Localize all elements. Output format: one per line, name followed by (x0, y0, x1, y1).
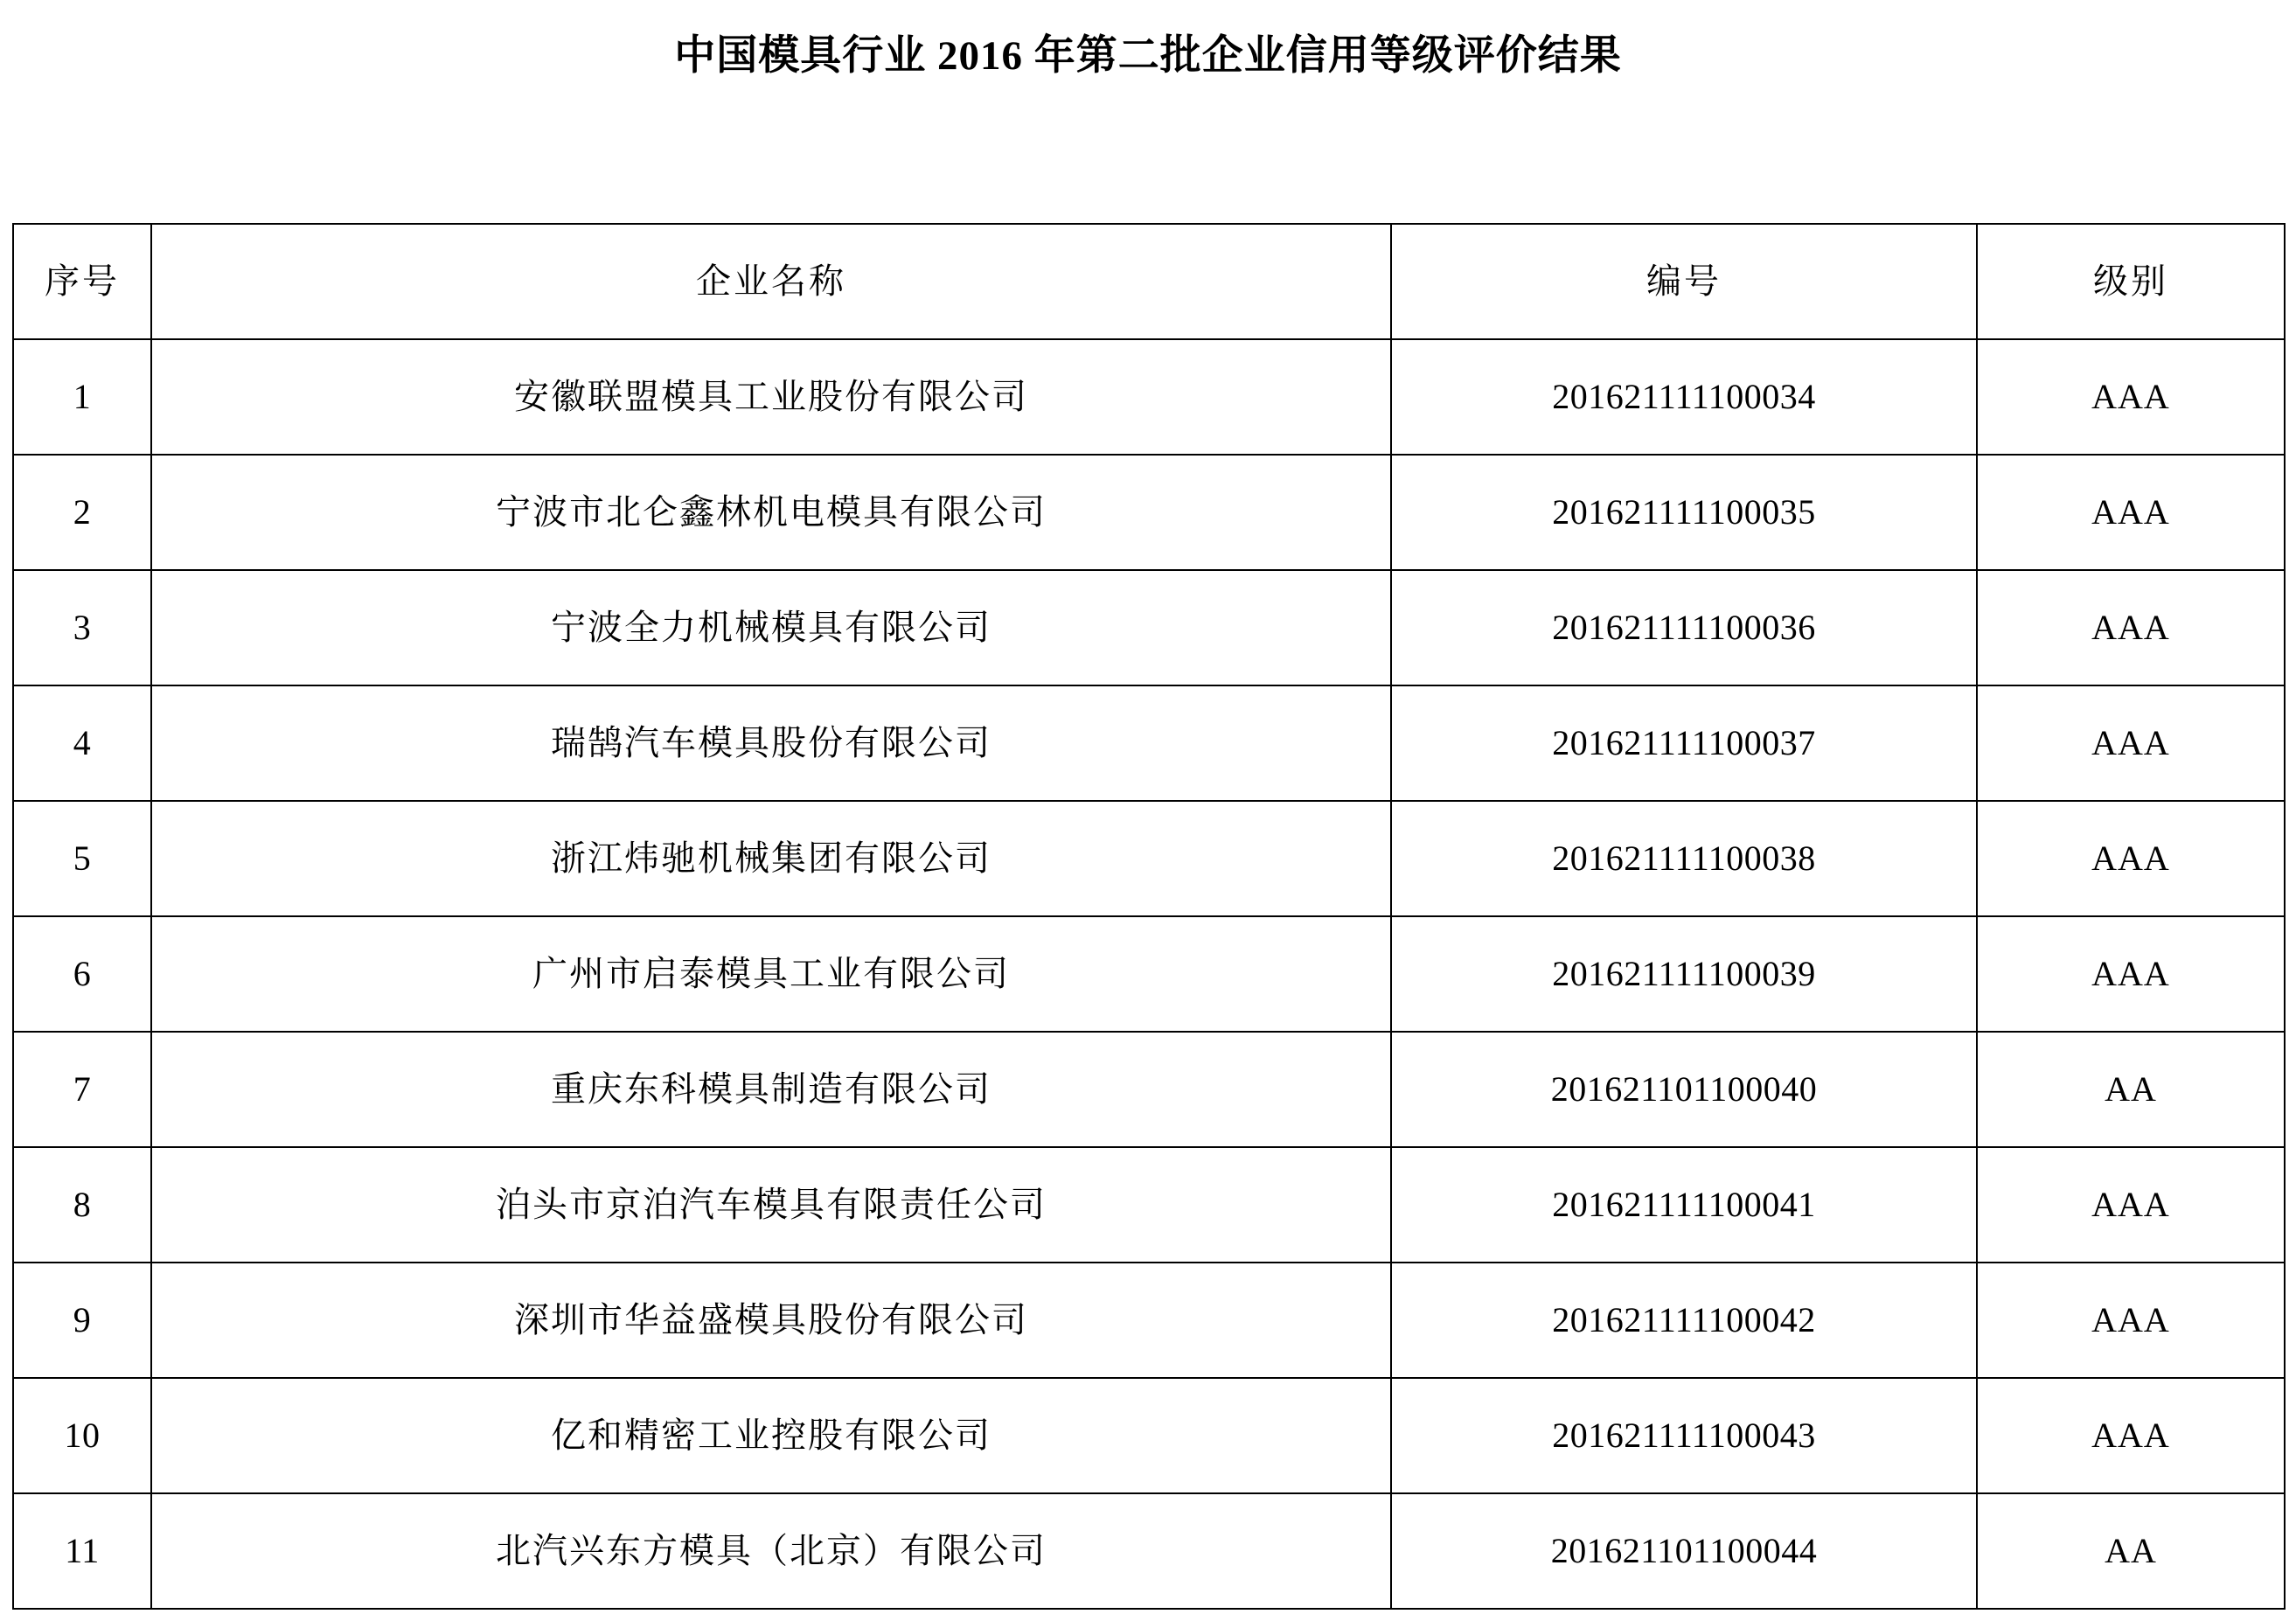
cell-code: 201621111100034 (1391, 339, 1977, 455)
cell-company-name: 广州市启泰模具工业有限公司 (151, 916, 1391, 1032)
table-header (13, 224, 2285, 339)
cell-code: 201621111100038 (1391, 801, 1977, 916)
table-row (13, 916, 2285, 1032)
cell-code: 201621101100044 (1391, 1493, 1977, 1609)
cell-company-name: 宁波市北仑鑫林机电模具有限公司 (151, 455, 1391, 570)
cell-index: 11 (13, 1493, 151, 1609)
table-row (13, 1493, 2285, 1609)
column-header-name: 企业名称 (151, 224, 1391, 339)
column-header-code: 编号 (1391, 224, 1977, 339)
cell-company-name: 安徽联盟模具工业股份有限公司 (151, 339, 1391, 455)
table-row (13, 1378, 2285, 1493)
cell-index: 5 (13, 801, 151, 916)
cell-code: 201621111100039 (1391, 916, 1977, 1032)
cell-company-name: 重庆东科模具制造有限公司 (151, 1032, 1391, 1147)
cell-code: 201621111100041 (1391, 1147, 1977, 1263)
cell-grade: AAA (1977, 916, 2285, 1032)
cell-grade: AAA (1977, 1263, 2285, 1378)
cell-index: 4 (13, 685, 151, 801)
page-title: 中国模具行业 2016 年第二批企业信用等级评价结果 (674, 33, 1622, 79)
cell-company-name: 宁波全力机械模具有限公司 (151, 570, 1391, 685)
credit-rating-table (12, 223, 2286, 1610)
cell-company-name: 泊头市京泊汽车模具有限责任公司 (151, 1147, 1391, 1263)
table-row (13, 455, 2285, 570)
table-row (13, 801, 2285, 916)
cell-grade: AAA (1977, 1378, 2285, 1493)
cell-index: 3 (13, 570, 151, 685)
column-header-index: 序号 (13, 224, 151, 339)
cell-code: 201621101100040 (1391, 1032, 1977, 1147)
cell-grade: AAA (1977, 570, 2285, 685)
cell-grade: AAA (1977, 801, 2285, 916)
cell-index: 1 (13, 339, 151, 455)
cell-company-name: 浙江炜驰机械集团有限公司 (151, 801, 1391, 916)
cell-grade: AAA (1977, 685, 2285, 801)
cell-code: 201621111100042 (1391, 1263, 1977, 1378)
table-container (0, 223, 2296, 1610)
cell-grade: AAA (1977, 455, 2285, 570)
cell-company-name: 亿和精密工业控股有限公司 (151, 1378, 1391, 1493)
cell-index: 9 (13, 1263, 151, 1378)
table-row (13, 570, 2285, 685)
cell-index: 7 (13, 1032, 151, 1147)
table-row (13, 685, 2285, 801)
cell-company-name: 北汽兴东方模具（北京）有限公司 (151, 1493, 1391, 1609)
cell-company-name: 深圳市华益盛模具股份有限公司 (151, 1263, 1391, 1378)
column-header-grade: 级别 (1977, 224, 2285, 339)
table-row (13, 1032, 2285, 1147)
cell-grade: AAA (1977, 1147, 2285, 1263)
cell-grade: AA (1977, 1032, 2285, 1147)
cell-grade: AAA (1977, 339, 2285, 455)
cell-grade: AA (1977, 1493, 2285, 1609)
cell-index: 6 (13, 916, 151, 1032)
table-body (13, 339, 2285, 1609)
cell-index: 8 (13, 1147, 151, 1263)
cell-code: 201621111100037 (1391, 685, 1977, 801)
cell-code: 201621111100035 (1391, 455, 1977, 570)
cell-index: 2 (13, 455, 151, 570)
cell-code: 201621111100043 (1391, 1378, 1977, 1493)
table-row (13, 1147, 2285, 1263)
table-row (13, 1263, 2285, 1378)
table-header-row (13, 224, 2285, 339)
table-row (13, 339, 2285, 455)
cell-company-name: 瑞鹄汽车模具股份有限公司 (151, 685, 1391, 801)
cell-index: 10 (13, 1378, 151, 1493)
cell-code: 201621111100036 (1391, 570, 1977, 685)
